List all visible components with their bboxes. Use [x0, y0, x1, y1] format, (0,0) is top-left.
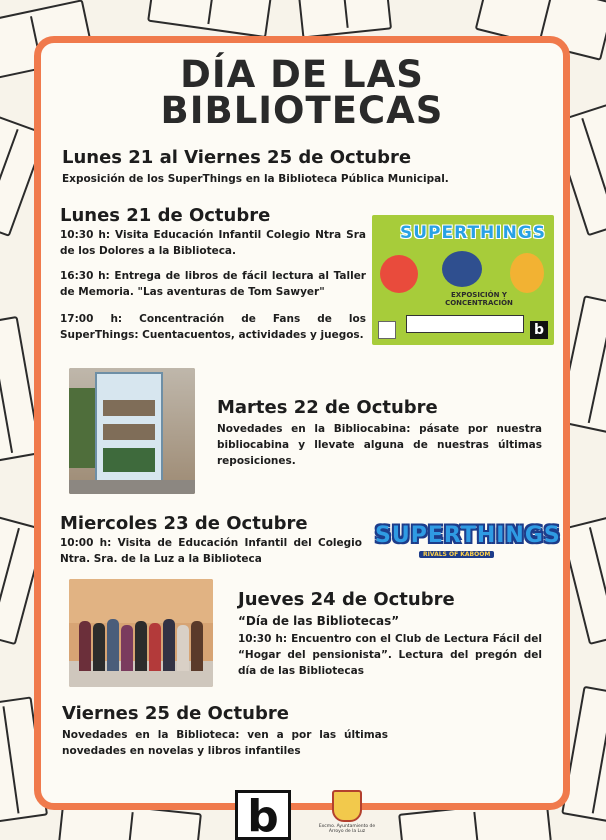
bibliocabina	[95, 372, 163, 490]
section-heading-wednesday: Miercoles 23 de Octubre	[60, 513, 308, 534]
superthings-poster-image	[372, 215, 554, 345]
poster-crest-icon	[378, 321, 396, 339]
title-line-2: BIBLIOTECAS	[160, 89, 444, 132]
section-heading-friday: Viernes 25 de Octubre	[62, 703, 289, 724]
section-text-thursday-1: “Día de las Bibliotecas”	[238, 614, 400, 628]
character-2	[442, 251, 482, 287]
poster-card	[34, 36, 570, 810]
section-heading-week: Lunes 21 al Viernes 25 de Octubre	[62, 147, 412, 168]
superthings-logo: SUPERTHINGS	[375, 523, 561, 548]
tree	[69, 388, 95, 468]
section-heading-monday: Lunes 21 de Octubre	[60, 205, 271, 226]
library-b-logo: b	[235, 790, 291, 840]
club-lectura-photo	[69, 579, 213, 687]
section-text-monday-1: 10:30 h: Visita Educación Infantil Colegio Ntra Sra de los Dolores a la Biblioteca.	[60, 229, 366, 257]
poster-logo: SUPERTHINGS	[400, 223, 547, 243]
section-text-friday: Novedades en la Biblioteca: ven a por las últimas novedades en novelas y libros infantiles	[62, 729, 388, 757]
page-title	[41, 53, 563, 132]
character-1	[380, 255, 418, 293]
title-line-1: DÍA DE LAS	[180, 53, 424, 96]
section-text-wednesday: 10:00 h: Visita de Educación Infantil del Colegio Ntra. Sra. de la Luz a la Biblioteca	[60, 537, 362, 565]
bibliocabina-photo	[69, 368, 195, 494]
town-crest-icon	[332, 790, 362, 822]
character-3	[510, 253, 544, 293]
section-text-week: Exposición de los SuperThings en la Biblioteca Pública Municipal.	[62, 173, 449, 185]
poster-b-logo: b	[530, 321, 548, 339]
crest-label: Excmo. Ayuntamiento de Arroyo de la Luz	[318, 824, 376, 834]
section-text-monday-3: 17:00 h: Concentración de Fans de los SuperThings: Cuentacuentos, actividades y juegos.	[60, 313, 366, 341]
poster-expo-text: EXPOSICIÓN Y CONCENTRACIÓN	[445, 291, 513, 307]
section-heading-thursday: Jueves 24 de Octubre	[238, 589, 455, 610]
section-text-thursday-2: 10:30 h: Encuentro con el Club de Lectura Fácil del “Hogar del pensionista”. Lectura del pregón del día de las Bibliotecas	[238, 633, 542, 677]
section-text-monday-2: 16:30 h: Entrega de libros de fácil lectura al Taller de Memoria. "Las aventuras de Tom Sawyer"	[60, 270, 366, 298]
section-text-tuesday: Novedades en la Bibliocabina: pásate por nuestra bibliocabina y llevate alguna de nuestras últimas reposiciones.	[217, 423, 542, 467]
section-heading-tuesday: Martes 22 de Octubre	[217, 397, 438, 418]
poster-strip	[406, 315, 524, 333]
superthings-logo-sub: RIVALS OF KABOOM	[419, 551, 494, 558]
